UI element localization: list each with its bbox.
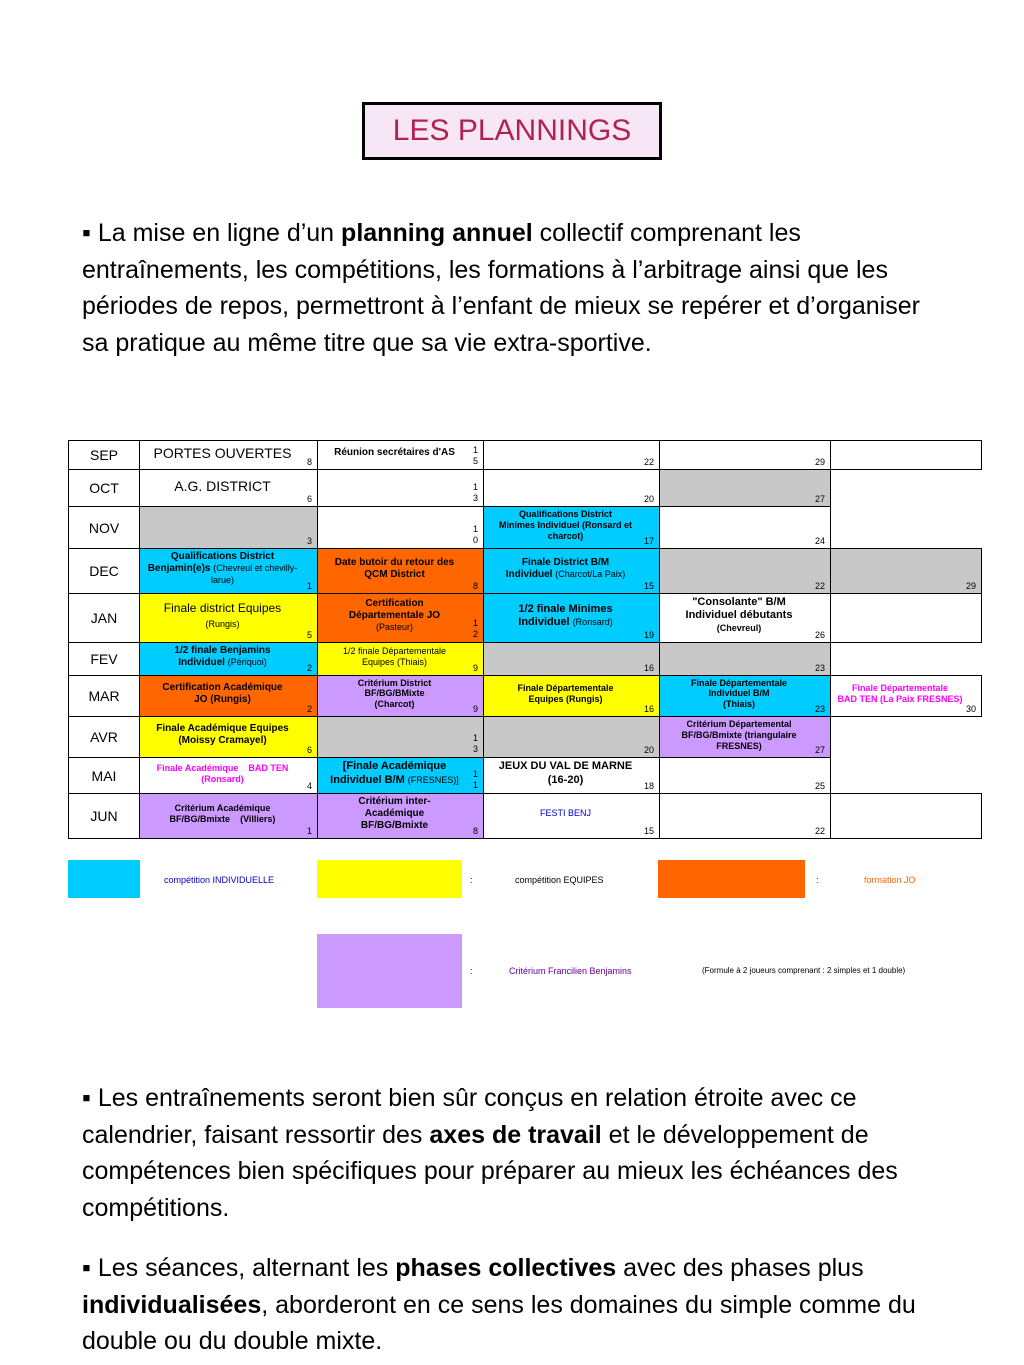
schedule-cell <box>831 594 982 643</box>
day-number: 20 <box>643 494 654 504</box>
schedule-cell <box>484 549 660 594</box>
day-number: 6 <box>306 745 312 756</box>
cell-label: Critérium District BF/BG/BMixte (Charcot) <box>357 677 432 710</box>
paragraph-text: avec des phases plus <box>616 1254 864 1282</box>
schedule-cell <box>140 594 318 643</box>
cell-label: Certification Départementale JO (Pasteur) <box>348 597 441 632</box>
month-label: JAN <box>69 594 140 643</box>
paragraph-text: , aborderont en ce sens les domaines du simple comme du double ou du double mixte. <box>82 1290 916 1355</box>
schedule-cell <box>660 642 831 675</box>
schedule-cell <box>484 716 660 757</box>
day-number: 2 <box>306 703 312 714</box>
paragraph-emphasis: phases collectives <box>395 1254 617 1282</box>
schedule-cell <box>660 549 831 594</box>
day-number: 29 <box>965 581 976 591</box>
schedule-cell <box>484 470 660 507</box>
day-number: 9 <box>472 662 478 673</box>
legend-note-formula: (Formule à 2 joueurs comprenant : 2 simples et 1 double) <box>702 966 906 975</box>
day-number: 22 <box>814 581 825 591</box>
cell-label: Finale District B/M Individuel (Charcot/La Paix) <box>505 557 626 580</box>
table-row <box>69 675 982 716</box>
schedule-cell <box>484 594 660 643</box>
schedule-cell <box>660 675 831 716</box>
bullet-icon: ▪ <box>82 1254 91 1282</box>
paragraph-text: Les entraînements seront bien sûr conçus en relation étroite avec ce calendrier, faisant ressortir des <box>82 1084 857 1149</box>
schedule-cell <box>140 441 318 470</box>
day-number: 23 <box>814 662 825 673</box>
month-label: FEV <box>69 642 140 675</box>
cell-label: JEUX DU VAL DE MARNE (16-20) <box>498 760 633 786</box>
schedule-cell <box>140 675 318 716</box>
cell-label: Réunion secrétaires d'AS <box>334 447 455 458</box>
bullet-icon: ▪ <box>82 1084 91 1112</box>
schedule-cell <box>660 716 831 757</box>
legend-label-individual: compétition INDIVIDUELLE <box>164 875 275 885</box>
day-number: 1 5 <box>472 445 478 466</box>
schedule-cell <box>660 793 831 838</box>
day-number: 15 <box>643 825 654 836</box>
cell-label: Finale Départementale Individuel B/M (Thiais) <box>690 677 788 710</box>
table-row <box>69 793 982 838</box>
cell-label: 1/2 finale Benjamins Individuel (Périquoi) <box>174 644 271 668</box>
cell-label: A.G. DISTRICT <box>174 477 271 494</box>
cell-label: Finale Académique BAD TEN (Ronsard) <box>156 762 289 784</box>
cell-label: 1/2 finale Départementale Equipes (Thiais) <box>342 645 447 667</box>
day-number: 1 3 <box>472 733 478 755</box>
day-number: 24 <box>814 536 825 546</box>
day-number: 4 <box>306 780 312 791</box>
schedule-cell <box>140 793 318 838</box>
schedule-cell <box>318 594 484 643</box>
table-row <box>69 507 982 549</box>
schedule-cell <box>140 716 318 757</box>
cell-label: FESTI BENJ <box>539 808 591 819</box>
schedule-cell <box>318 642 484 675</box>
schedule-cell <box>318 507 484 549</box>
month-label: MAR <box>69 675 140 716</box>
training-paragraph <box>82 1080 952 1226</box>
cell-label: Finale Académique Equipes (Moissy Cramayel) <box>156 723 289 747</box>
page-title-box <box>362 102 662 160</box>
table-row <box>69 716 982 757</box>
cell-label: Date butoir du retour des QCM District <box>334 557 455 580</box>
table-row <box>69 549 982 594</box>
cell-label: Critérium Académique BF/BG/Bmixte (Villiers) <box>169 802 276 824</box>
schedule-cell <box>831 470 982 507</box>
legend-separator: : <box>816 875 819 885</box>
day-number: 2 <box>306 662 312 673</box>
schedule-cell <box>831 441 982 470</box>
day-number: 8 <box>472 825 478 836</box>
legend-label-training: formation JO <box>864 875 916 885</box>
cell-label: Certification Académique JO (Rungis) <box>162 681 283 705</box>
day-number: 20 <box>643 745 654 756</box>
legend-swatch-training <box>658 860 805 898</box>
schedule-cell <box>318 675 484 716</box>
schedule-cell <box>318 716 484 757</box>
schedule-cell <box>831 758 982 793</box>
schedule-cell <box>140 758 318 793</box>
cell-label: [Finale Académique Individuel B/M (FRESNES)] <box>330 760 459 786</box>
month-label: MAI <box>69 758 140 793</box>
sessions-paragraph <box>82 1250 952 1360</box>
schedule-cell <box>140 642 318 675</box>
day-number: 16 <box>643 703 654 714</box>
day-number: 9 <box>472 703 478 714</box>
day-number: 1 0 <box>472 524 478 545</box>
paragraph-text: collectif comprenant les entraînements, les compétitions, les formations à l’arbitrage ainsi que les périodes de repos, permettront à l’enfant de mieux se repérer et d’organiser sa pratique au même titre que sa vie extra-sportive. <box>82 219 920 357</box>
day-number: 17 <box>643 536 654 546</box>
day-number: 5 <box>306 629 312 640</box>
legend-swatch-individual <box>68 860 140 898</box>
legend-swatch-criterium <box>317 934 462 1008</box>
day-number: 15 <box>643 581 654 591</box>
cell-label: 1/2 finale Minimes Individuel (Ronsard) <box>518 602 613 628</box>
schedule-cell <box>484 793 660 838</box>
cell-label: Critérium inter- Académique BF/BG/Bmixte <box>358 795 431 831</box>
month-label: SEP <box>69 441 140 470</box>
day-number: 22 <box>814 825 825 836</box>
schedule-cell <box>140 507 318 549</box>
intro-paragraph <box>82 215 952 361</box>
day-number: 18 <box>643 780 654 791</box>
schedule-cell <box>318 441 484 470</box>
table-row <box>69 758 982 793</box>
schedule-cell <box>660 758 831 793</box>
cell-label: Finale Départementale Equipes (Rungis) <box>517 682 614 704</box>
schedule-cell <box>831 793 982 838</box>
table-row <box>69 642 982 675</box>
schedule-cell <box>660 470 831 507</box>
month-label: OCT <box>69 470 140 507</box>
day-number: 1 1 <box>472 768 478 790</box>
day-number: 23 <box>814 703 825 714</box>
schedule-cell <box>831 507 982 549</box>
schedule-table <box>68 440 982 839</box>
schedule-cell <box>140 470 318 507</box>
month-label: NOV <box>69 507 140 549</box>
table-row <box>69 470 982 507</box>
schedule-cell <box>318 793 484 838</box>
table-row <box>69 594 982 643</box>
schedule-cell <box>484 507 660 549</box>
paragraph-emphasis: planning annuel <box>341 219 533 247</box>
day-number: 19 <box>643 629 654 640</box>
day-number: 26 <box>814 629 825 640</box>
schedule-cell <box>484 642 660 675</box>
month-label: AVR <box>69 716 140 757</box>
month-label: JUN <box>69 793 140 838</box>
day-number: 3 <box>306 536 312 546</box>
day-number: 16 <box>643 662 654 673</box>
bullet-icon: ▪ <box>82 219 91 247</box>
schedule-cell <box>831 716 982 757</box>
legend-label-teams: compétition EQUIPES <box>515 875 604 885</box>
paragraph-text: et le développement de compétences bien spécifiques pour préparer au mieux les échéances des compétitions. <box>82 1120 898 1222</box>
schedule-cell <box>484 758 660 793</box>
paragraph-text: Les séances, alternant les <box>90 1254 396 1282</box>
day-number: 27 <box>814 745 825 756</box>
paragraph-text: La mise en ligne d’un <box>90 219 342 247</box>
schedule-cell <box>660 594 831 643</box>
schedule-cell <box>831 549 982 594</box>
day-number: 25 <box>814 780 825 791</box>
day-number: 8 <box>306 457 312 467</box>
legend-swatch-teams <box>317 860 462 898</box>
day-number: 30 <box>965 703 976 714</box>
cell-label: Qualifications District Benjamin(e)s (Chevreul et chevilly-larue) <box>147 551 298 585</box>
day-number: 1 <box>306 581 312 591</box>
paragraph-emphasis: individualisées <box>82 1290 262 1319</box>
day-number: 29 <box>814 457 825 467</box>
schedule-cell <box>660 441 831 470</box>
day-number: 27 <box>814 494 825 504</box>
schedule-cell <box>318 758 484 793</box>
day-number: 8 <box>472 581 478 591</box>
cell-label: Finale Départementale BAD TEN (La Paix FRESNES) <box>837 682 963 704</box>
cell-label: "Consolante" B/M Individuel débutants (Chevreul) <box>685 596 793 634</box>
schedule-cell <box>831 642 982 675</box>
cell-label: PORTES OUVERTES <box>153 444 292 461</box>
cell-label: Finale district Equipes (Rungis) <box>163 601 282 629</box>
schedule-cell <box>140 549 318 594</box>
schedule-cell <box>318 549 484 594</box>
month-label: DEC <box>69 549 140 594</box>
schedule-cell <box>484 441 660 470</box>
legend-separator: : <box>470 875 473 885</box>
schedule-cell <box>831 675 982 716</box>
day-number: 6 <box>306 494 312 504</box>
day-number: 1 3 <box>472 482 478 503</box>
cell-label: Critérium Départemental BF/BG/Bmixte (triangulaire FRESNES) <box>681 718 797 751</box>
legend-separator: : <box>470 966 473 976</box>
schedule-cell <box>318 470 484 507</box>
table-row <box>69 441 982 470</box>
paragraph-emphasis: axes de travail <box>429 1120 602 1149</box>
schedule-cell <box>660 507 831 549</box>
cell-label: Qualifications District Minimes Individuel (Ronsard et charcot) <box>498 509 633 541</box>
day-number: 22 <box>643 457 654 467</box>
page-title: LES PLANNINGS <box>392 114 632 147</box>
day-number: 1 2 <box>472 617 478 639</box>
schedule-cell <box>484 675 660 716</box>
day-number: 1 <box>306 825 312 836</box>
legend-label-criterium: Critérium Francilien Benjamins <box>509 966 632 976</box>
